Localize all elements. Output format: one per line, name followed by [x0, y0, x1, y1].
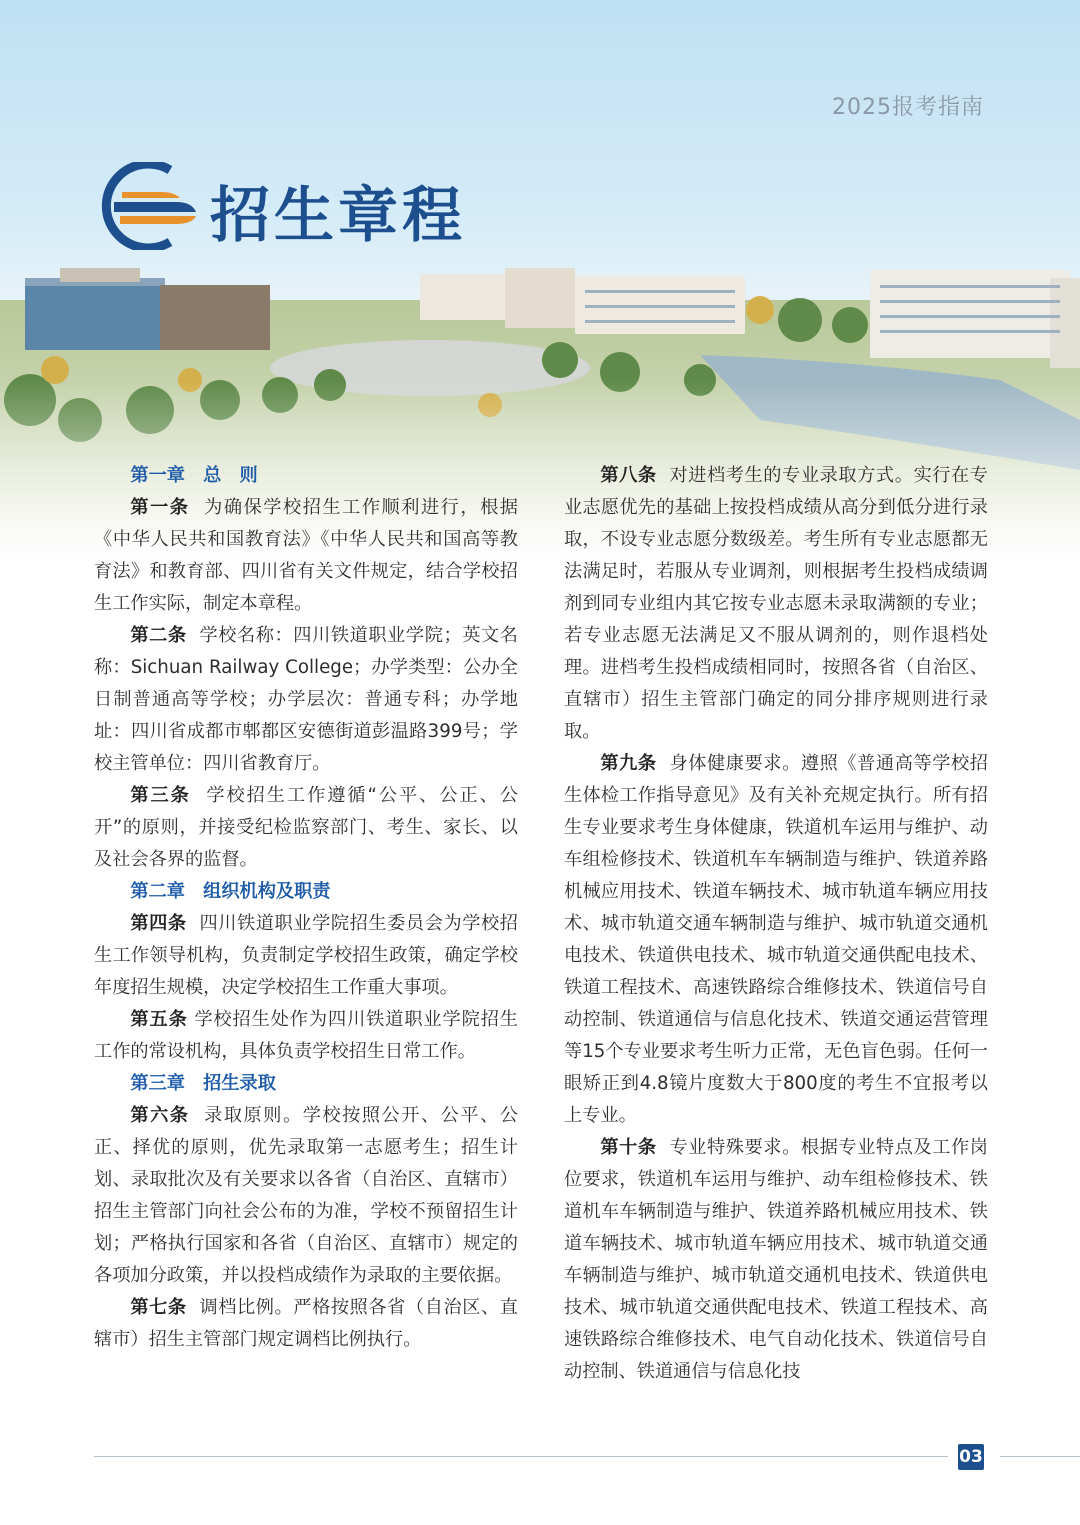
article-text: 四川铁道职业学院招生委员会为学校招生工作领导机构，负责制定学校招生政策，确定学校年度招生规模，决定学校招生工作重大事项。	[94, 913, 518, 998]
article-label: 第一条	[130, 497, 190, 518]
article-label: 第三条	[130, 785, 191, 806]
article-text: 调档比例。严格按照各省（自治区、直辖市）招生主管部门规定调档比例执行。	[94, 1297, 518, 1350]
article-text: 专业特殊要求。根据专业特点及工作岗位要求，铁道机车运用与维护、动车组检修技术、铁道机车车辆制造与维护、铁道养路机械应用技术、铁道车辆技术、城市轨道车辆应用技术、城市轨道交通车辆制造与维护、城市轨道交通机电技术、铁道供电技术、城市轨道交通供配电技术、铁道工程技术、高速铁路综合维修技术、电气自动化技术、铁道信号自动控制、铁道通信与信息化技	[564, 1137, 988, 1382]
article-label: 第十条	[600, 1137, 657, 1158]
right-text-column	[564, 460, 988, 1388]
article-text: 学校名称：四川铁道职业学院；英文名称：Sichuan Railway College；办学类型：公办全日制普通高等学校；办学层次：普通专科；办学地址：四川省成都市郫都区安德街道彭温路399号；学校主管单位：四川省教育厅。	[94, 625, 518, 774]
chapter-heading: 第一章 总 则	[130, 465, 258, 486]
article-text: 录取原则。学校按照公开、公平、公正、择优的原则，优先录取第一志愿考生；招生计划、录取批次及有关要求以各省（自治区、直辖市）招生主管部门向社会公布的为准，学校不预留招生计划；严格执行国家和各省（自治区、直辖市）规定的各项加分政策，并以投档成绩作为录取的主要依据。	[94, 1105, 518, 1286]
guide-title: 2025报考指南	[832, 95, 984, 120]
article-text: 为确保学校招生工作顺利进行，根据《中华人民共和国教育法》《中华人民共和国高等教育法》和教育部、四川省有关文件规定，结合学校招生工作实际，制定本章程。	[94, 497, 518, 614]
page-number: 03	[958, 1444, 984, 1470]
footer-divider	[1000, 1456, 1080, 1457]
article-label: 第四条	[130, 913, 187, 934]
article-label: 第八条	[600, 465, 657, 486]
article-text: 学校招生工作遵循“公平、公正、公开”的原则，并接受纪检监察部门、考生、家长、以及社会各界的监督。	[94, 785, 518, 870]
article	[564, 748, 988, 1132]
article	[94, 492, 518, 620]
article-label: 第五条	[130, 1009, 188, 1030]
article	[94, 1100, 518, 1292]
article	[94, 908, 518, 1004]
article	[564, 460, 988, 748]
article	[94, 780, 518, 876]
railway-train-logo-icon	[92, 162, 202, 254]
article-label: 第二条	[130, 625, 187, 646]
left-text-column	[94, 460, 518, 1356]
chapter-heading: 第二章 组织机构及职责	[130, 881, 331, 902]
article	[94, 620, 518, 780]
article-label: 第六条	[130, 1105, 190, 1126]
chapter-heading: 第三章 招生录取	[130, 1073, 276, 1094]
footer-divider	[94, 1456, 948, 1457]
article	[94, 1292, 518, 1356]
article-label: 第九条	[600, 753, 657, 774]
article-text: 身体健康要求。遵照《普通高等学校招生体检工作指导意见》及有关补充规定执行。所有招生专业要求考生身体健康，铁道机车运用与维护、动车组检修技术、铁道机车车辆制造与维护、铁道养路机械应用技术、铁道车辆技术、城市轨道车辆应用技术、城市轨道交通车辆制造与维护、城市轨道交通机电技术、铁道供电技术、城市轨道交通供配电技术、铁道工程技术、高速铁路综合维修技术、铁道信号自动控制、铁道通信与信息化技术、铁道交通运营管理等15个专业要求考生听力正常，无色盲色弱。任何一眼矫正到4.8镜片度数大于800度的考生不宜报考以上专业。	[564, 753, 988, 1126]
page-title: 招生章程	[210, 181, 466, 251]
article	[564, 1132, 988, 1388]
article-label: 第七条	[130, 1297, 187, 1318]
article	[94, 1004, 518, 1068]
article-text: 对进档考生的专业录取方式。实行在专业志愿优先的基础上按投档成绩从高分到低分进行录取，不设专业志愿分数级差。考生所有专业志愿都无法满足时，若服从专业调剂，则根据考生投档成绩调剂到同专业组内其它按专业志愿未录取满额的专业；若专业志愿无法满足又不服从调剂的，则作退档处理。进档考生投档成绩相同时，按照各省（自治区、直辖市）招生主管部门确定的同分排序规则进行录取。	[564, 465, 988, 742]
article-text: 学校招生处作为四川铁道职业学院招生工作的常设机构，具体负责学校招生日常工作。	[94, 1009, 518, 1062]
